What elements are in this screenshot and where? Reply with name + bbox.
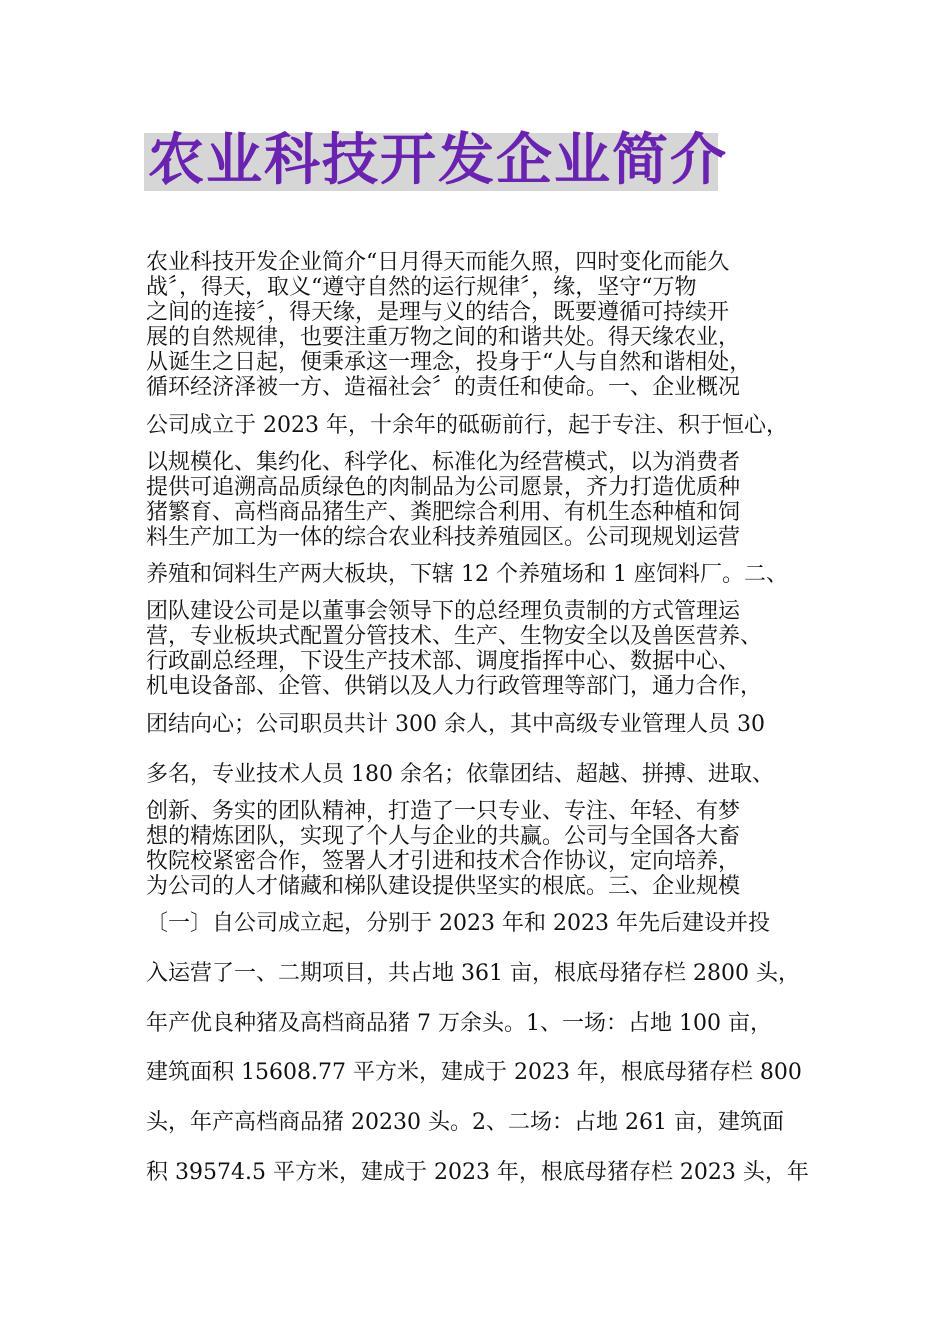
text-line: 团队建设公司是以董事会领导下的总经理负责制的方式管理运 [146, 599, 741, 624]
text-line: 机电设备部、企管、供销以及人力行政管理等部门，通力合作， [146, 674, 763, 699]
text-line: 料生产加工为一体的综合农业科技养殖园区。公司现规划运营 [146, 525, 741, 550]
text-line: 〔一〕自公司成立起，分别于 2023 年和 2023 年先后建设并投 [146, 911, 770, 936]
text-line: 想的精炼团队，实现了个人与企业的共赢。公司与全国各大畜 [146, 824, 741, 849]
text-line: 展的自然规律，也要注重万物之间的和谐共处。得天缘农业， [146, 325, 741, 350]
text-line: 创新、务实的团队精神，打造了一只专业、专注、年轻、有梦 [146, 799, 741, 824]
text-line: 提供可追溯高品质绿色的肉制品为公司愿景，齐力打造优质种 [146, 475, 741, 500]
text-line: 之间的连接〞，得天缘，是理与义的结合，既要遵循可持续开 [146, 300, 730, 325]
text-line: 营，专业板块式配置分管技术、生产、生物安全以及兽医营养、 [146, 624, 763, 649]
text-line: 农业科技开发企业简介“日月得天而能久照，四时变化而能久 [146, 250, 730, 275]
text-line: 养殖和饲料生产两大板块，下辖 12 个养殖场和 1 座饲料厂。二、 [146, 562, 788, 587]
text-line: 年产优良种猪及高档商品猪 7 万余头。1、一场：占地 100 亩， [146, 1011, 772, 1036]
text-line: 建筑面积 15608.77 平方米，建成于 2023 年，根底母猪存栏 800 [146, 1060, 802, 1085]
text-line: 团结向心；公司职员共计 300 余人，其中高级专业管理人员 30 [146, 712, 765, 737]
text-line: 猪繁育、高档商品猪生产、粪肥综合利用、有机生态种植和饲 [146, 500, 741, 525]
text-line: 积 39574.5 平方米，建成于 2023 年，根底母猪存栏 2023 头，年 [146, 1160, 809, 1185]
page-title: 农业科技开发企业简介 [148, 128, 728, 193]
text-line: 以规模化、集约化、科学化、标准化为经营模式，以为消费者 [146, 450, 741, 475]
text-line: 行政副总经理，下设生产技术部、调度指挥中心、数据中心、 [146, 649, 741, 674]
text-line: 入运营了一、二期项目，共占地 361 亩，根底母猪存栏 2800 头， [146, 961, 800, 986]
text-line: 公司成立于 2023 年，十余年的砥砺前行，起于专注、积于恒心， [146, 413, 788, 438]
text-line: 头，年产高档商品猪 20230 头。2、二场：占地 261 亩，建筑面 [146, 1110, 784, 1135]
text-line: 循环经济泽被一方、造福社会〞的责任和使命。一、企业概况 [146, 375, 741, 400]
text-line: 为公司的人才储藏和梯队建设提供坚实的根底。三、企业规模 [146, 874, 741, 899]
text-line: 从诞生之日起，便秉承这一理念，投身于“人与自然和谐相处， [146, 350, 752, 375]
text-line: 牧院校紧密合作，签署人才引进和技术合作协议，定向培养， [146, 849, 741, 874]
text-line: 多名，专业技术人员 180 余名；依靠团结、超越、拼搏、进取、 [146, 762, 774, 787]
text-line: 战〞，得天，取义“遵守自然的运行规律〞，缘，坚守“万物 [146, 275, 697, 300]
